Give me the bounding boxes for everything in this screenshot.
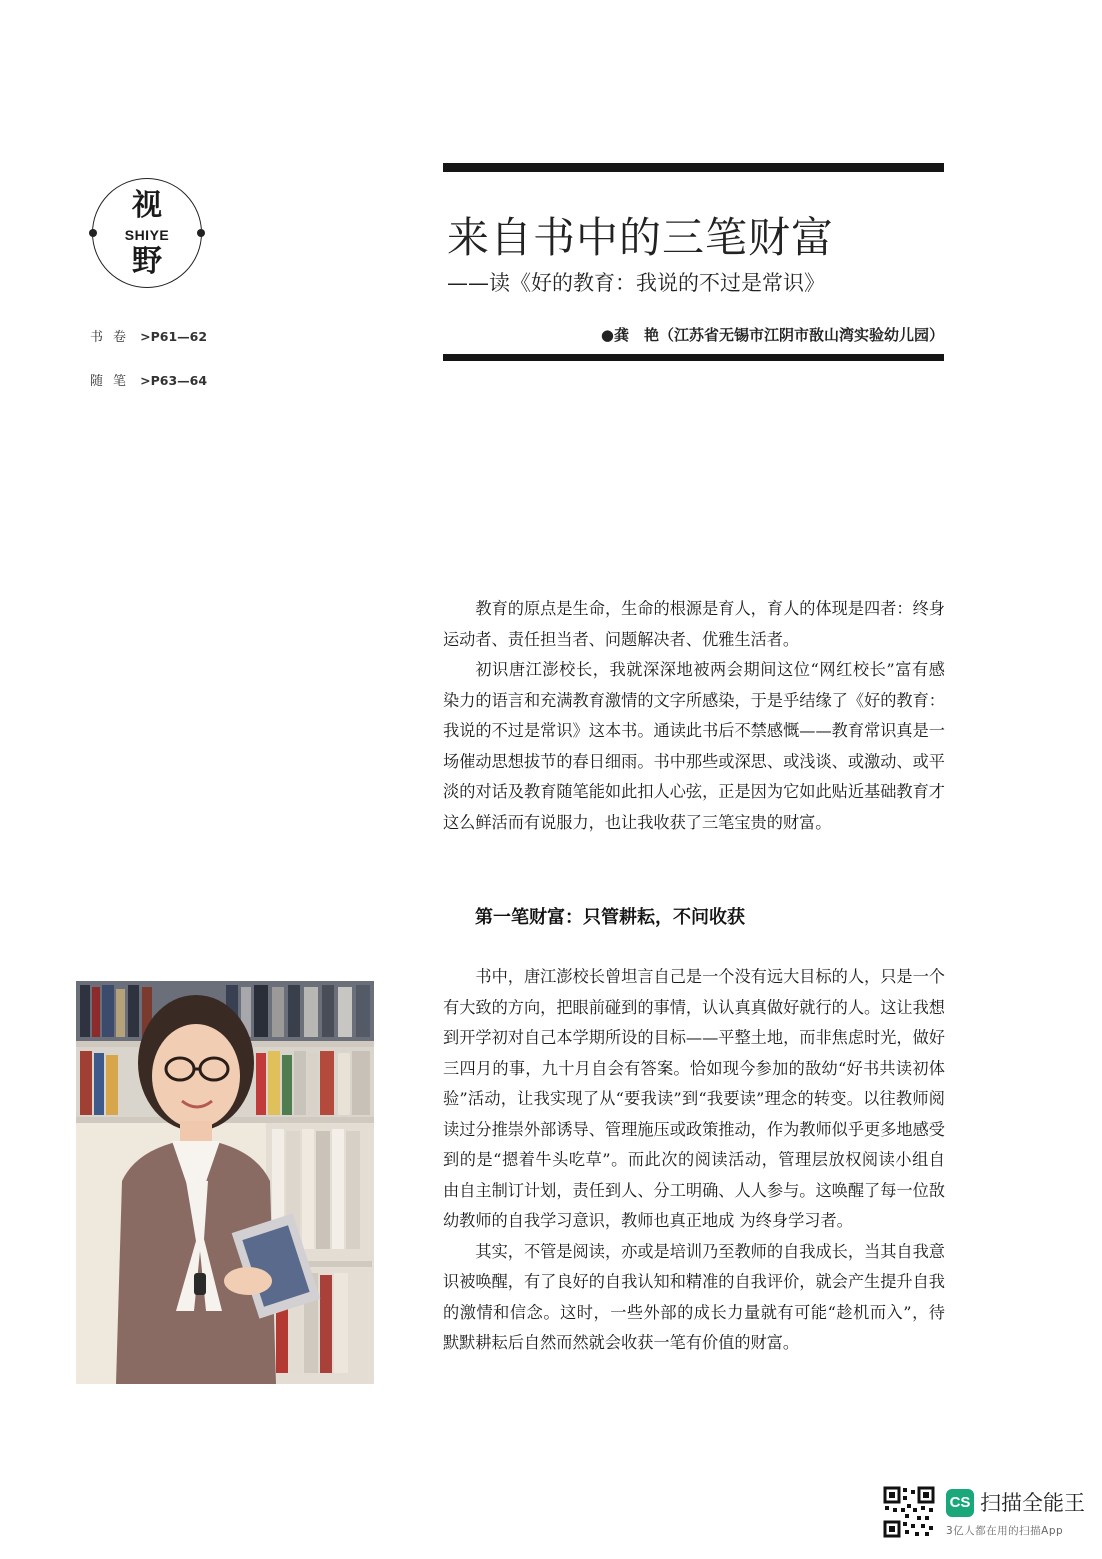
author-photo-illustration — [76, 981, 374, 1384]
camscanner-name: 扫描全能王 — [980, 1491, 1085, 1515]
nav-pages: >P63—64 — [140, 373, 208, 388]
paragraph: 书中，唐江澎校长曾坦言自己是一个没有远大目标的人，只是一个有大致的方向，把眼前碰到的事情，认认真真做好就行的人。这让我想到开学初对自己本学期所设的目标——平整土地，而非焦虑时光，做好三四月的事，九十月自会有答案。恰如现今参加的敔幼“好书共读初体验”活动，让我实现了从“要我读”到“我要读”理念的转变。以往教师阅读过分推崇外部诱导、管理施压或政策推动，作为教师似乎更多地感受到的是“摁着牛头吃草”。而此次的阅读活动，管理层放权阅读小组自由自主制订计划，责任到人、分工明确、人人参与。这唤醒了每一位敔幼教师的自我学习意识，教师也真正地成 为终身学习者。 — [443, 967, 945, 1230]
paragraph: 其实，不管是阅读，亦或是培训乃至教师的自我成长，当其自我意识被唤醒，有了良好的自我认知和精准的自我评价，就会产生提升自我的激情和信念。这时，一些外部的成长力量就有可能“趁机而入”，待默默耕耘后自然而然就会收获一笔有价值的财富。 — [443, 1241, 945, 1352]
article-subtitle: ——读《好的教育：我说的不过是常识》 — [447, 271, 825, 295]
title-rule-top — [443, 163, 944, 172]
badge-char-bottom: 野 — [132, 244, 162, 279]
qr-code-icon — [883, 1486, 935, 1538]
article-intro — [443, 594, 945, 838]
camscanner-tagline: 3亿人都在用的扫描App — [946, 1525, 1064, 1537]
title-rule-bottom — [443, 354, 944, 361]
nav-label: 书卷 — [90, 330, 137, 345]
article-author: ●龚 艳（江苏省无锡市江阴市敔山湾实验幼儿园） — [600, 326, 944, 344]
author-photo — [76, 981, 374, 1384]
paragraph: 教育的原点是生命，生命的根源是育人，育人的体现是四者：终身运动者、责任担当者、问题解决者、优雅生活者。 — [443, 599, 945, 649]
section-heading: 第一笔财富：只管耕耘，不问收获 — [475, 907, 745, 928]
article-section-1 — [443, 962, 945, 1359]
nav-item-shujuan[interactable] — [90, 326, 250, 345]
article-title: 来自书中的三笔财富 — [447, 213, 835, 262]
section-badge — [92, 178, 202, 288]
nav-label: 随笔 — [90, 374, 137, 389]
paragraph: 初识唐江澎校长，我就深深地被两会期间这位“网红校长”富有感染力的语言和充满教育激情的文字所感染，于是乎结缘了《好的教育：我说的不过是常识》这本书。通读此书后不禁感慨——教育常识真是一场催动思想拔节的春日细雨。书中那些或深思、或浅谈、或激动、或平淡的对话及教育随笔能如此扣人心弦，正是因为它如此贴近基础教育才这么鲜活而有说服力，也让我收获了三笔宝贵的财富。 — [443, 660, 945, 832]
nav-pages: >P61—62 — [140, 329, 208, 344]
nav-item-suibi[interactable] — [90, 370, 250, 389]
camscanner-logo: CS — [946, 1489, 974, 1517]
badge-char-top: 视 — [132, 188, 162, 223]
badge-english: SHIYE — [124, 227, 170, 243]
